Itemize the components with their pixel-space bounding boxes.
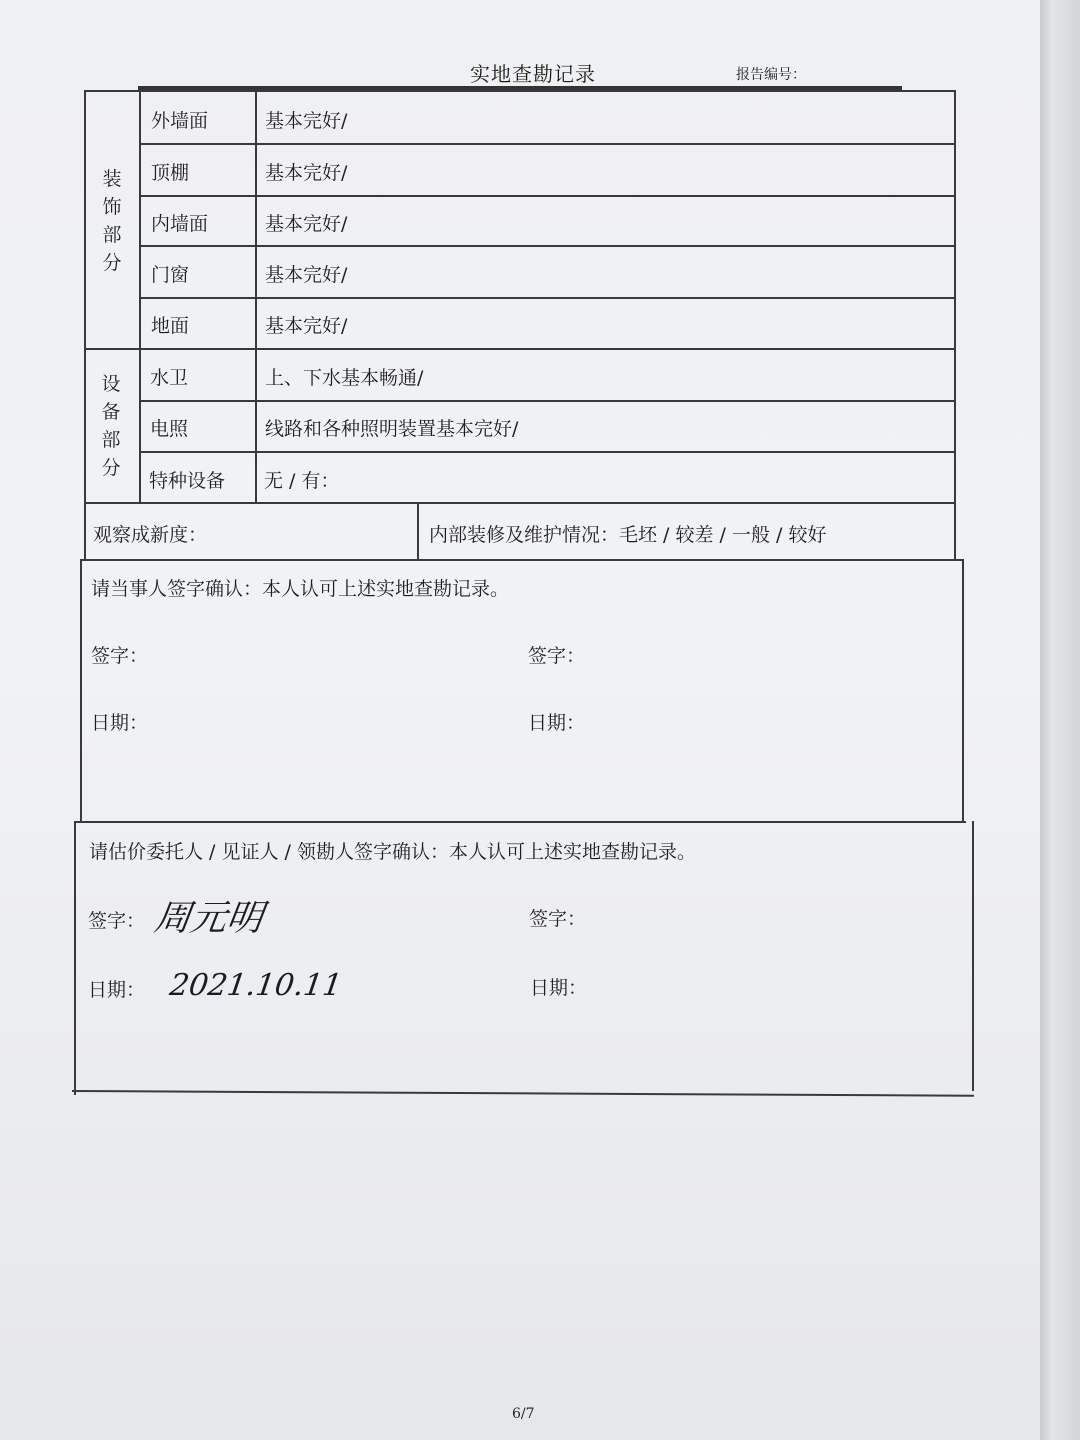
table-grid-line (139, 143, 955, 145)
client-date-label-left: 日期： (88, 979, 146, 1001)
table-border (954, 90, 956, 560)
observed-newness-label: 观察成新度： (93, 524, 208, 546)
table-border (972, 821, 974, 1091)
underlying-page-edge (1040, 0, 1080, 1440)
table-grid-line (417, 502, 419, 560)
equipment-value-electric: 线路和各种照明装置基本完好/ (265, 418, 519, 440)
table-grid-line (139, 400, 955, 402)
decoration-label-ceiling: 顶棚 (151, 162, 190, 184)
equipment-label-electric: 电照 (150, 418, 189, 440)
party-sign-prompt: 请当事人签字确认：本人认可上述实地查勘记录。 (91, 578, 510, 600)
decoration-value-exterior-wall: 基本完好/ (265, 110, 348, 132)
decoration-label-floor: 地面 (151, 315, 190, 337)
party-date-label-right: 日期： (528, 712, 586, 734)
table-border (72, 1090, 974, 1096)
table-grid-line (139, 451, 955, 453)
table-grid-line (84, 348, 955, 350)
client-sign-label-right: 签字： (529, 908, 587, 930)
client-date-label-right: 日期： (530, 977, 588, 999)
decoration-value-interior-wall: 基本完好/ (265, 213, 348, 235)
handwritten-signature: 周元明 (151, 898, 266, 939)
table-border (962, 559, 964, 821)
table-grid-line (139, 245, 955, 247)
client-sign-prompt: 请估价委托人 / 见证人 / 领勘人签字确认：本人认可上述实地查勘记录。 (89, 841, 696, 863)
table-grid-line (139, 195, 955, 197)
equipment-value-special: 无 / 有： (264, 470, 340, 492)
table-border (84, 90, 86, 560)
document-title: 实地查勘记录 (470, 62, 596, 86)
handwritten-date: 2021.10.11 (167, 968, 345, 1003)
decoration-value-floor: 基本完好/ (265, 315, 348, 337)
page-number: 6/7 (512, 1406, 535, 1422)
equipment-label-special: 特种设备 (149, 470, 226, 492)
table-border (74, 821, 76, 1095)
decoration-label-interior-wall: 内墙面 (151, 213, 209, 235)
equipment-label-plumbing: 水卫 (150, 367, 189, 389)
decoration-group-label: 装饰部分 (102, 168, 122, 274)
table-grid-line (84, 502, 955, 504)
decoration-value-doors-windows: 基本完好/ (265, 264, 348, 286)
party-sign-label-left: 签字： (91, 645, 149, 667)
decoration-label-doors-windows: 门窗 (151, 264, 190, 286)
equipment-value-plumbing: 上、下水基本畅通/ (265, 367, 424, 389)
decoration-label-exterior-wall: 外墙面 (151, 110, 209, 132)
table-grid-line (76, 821, 966, 823)
table-grid-line (139, 297, 955, 299)
client-sign-label-left: 签字： (88, 910, 146, 932)
report-number-label: 报告编号： (736, 67, 806, 83)
decoration-value-ceiling: 基本完好/ (265, 162, 348, 184)
interior-condition-label: 内部装修及维护情况：毛坯 / 较差 / 一般 / 较好 (429, 524, 827, 546)
table-border (80, 559, 82, 821)
party-date-label-left: 日期： (91, 712, 149, 734)
table-grid-line (80, 559, 962, 561)
table-border (84, 90, 955, 92)
equipment-group-label: 设备部分 (101, 373, 121, 479)
party-sign-label-right: 签字： (528, 645, 586, 667)
